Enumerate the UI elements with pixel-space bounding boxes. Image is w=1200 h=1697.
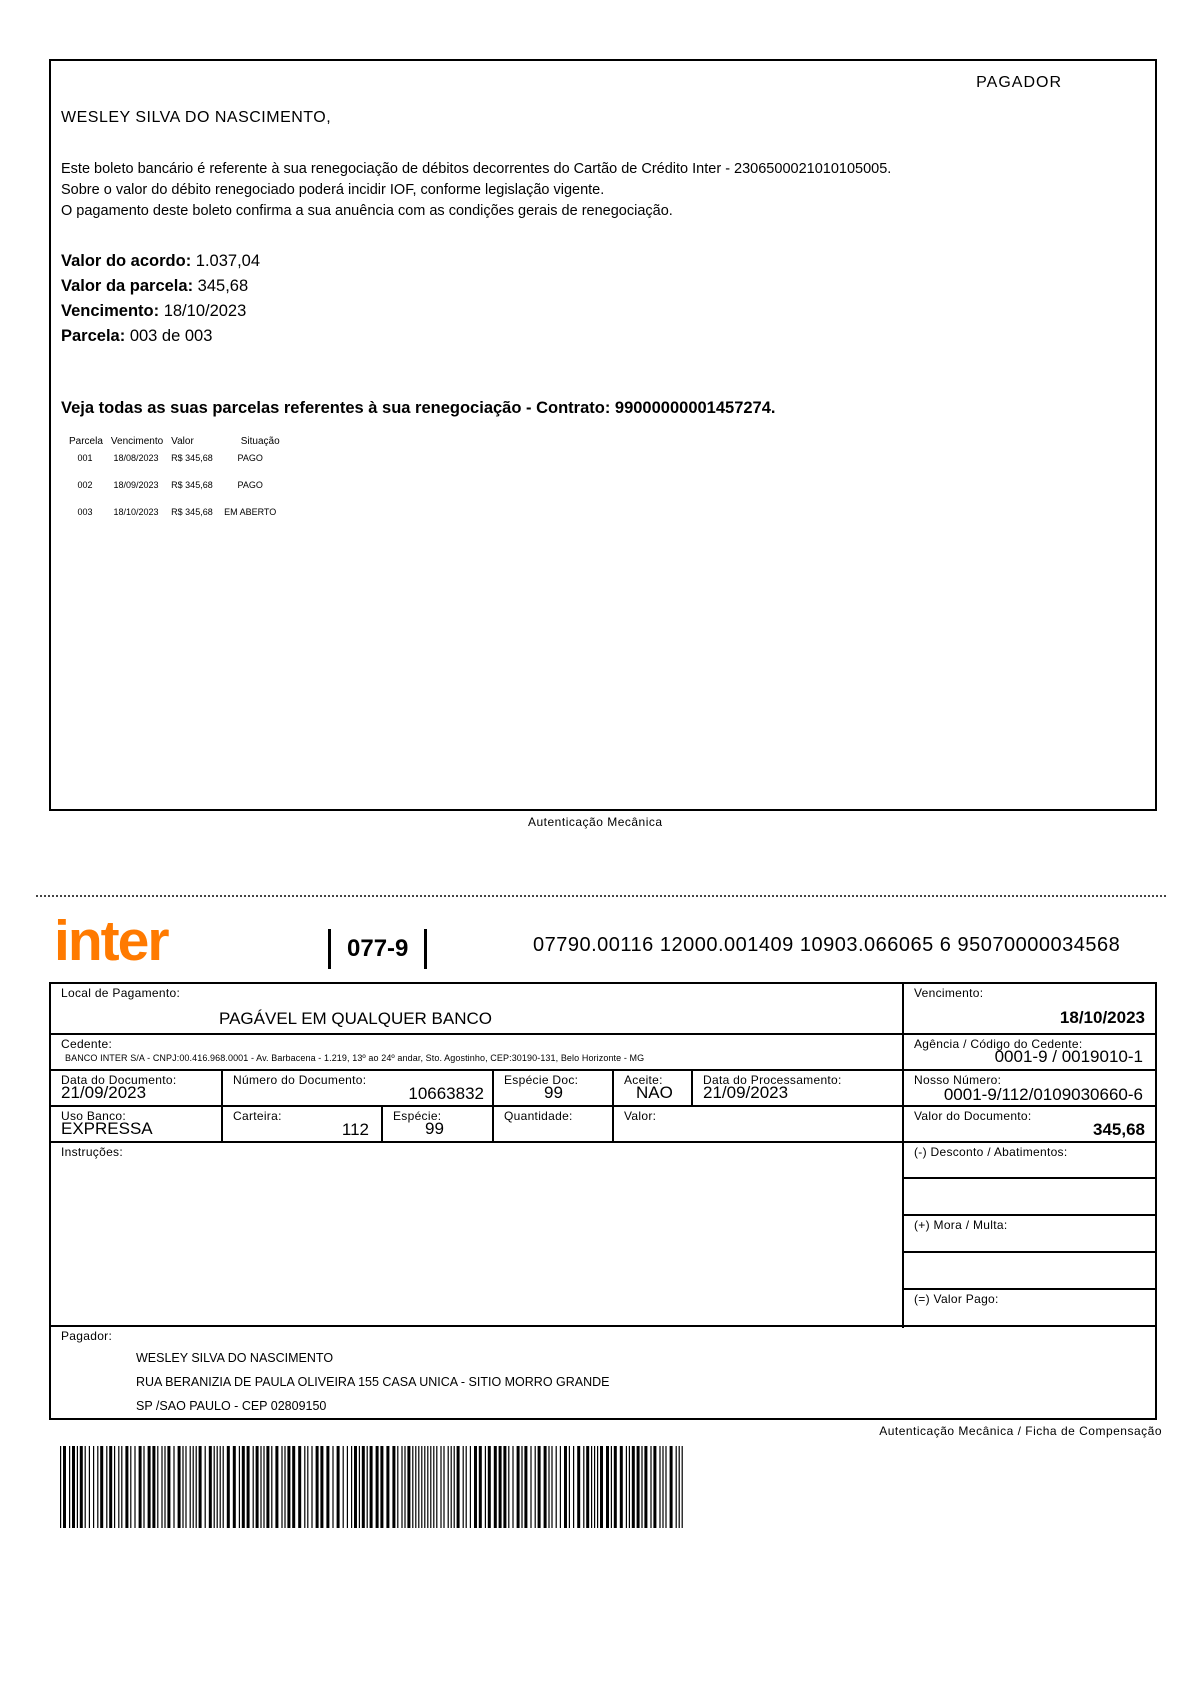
bank-code: 077-9 bbox=[328, 929, 427, 969]
agreement-details bbox=[61, 249, 260, 349]
table-row bbox=[69, 506, 288, 533]
local-pagamento-label: Local de Pagamento: bbox=[61, 986, 181, 1000]
mora-cell bbox=[904, 1216, 1155, 1250]
table-header: Situação bbox=[240, 436, 280, 447]
carteira: 112 bbox=[341, 1120, 369, 1139]
vencimento-label: Vencimento: bbox=[61, 302, 160, 320]
aceite-cell bbox=[614, 1071, 691, 1105]
numero-documento: 10663832 bbox=[408, 1084, 484, 1103]
table-cell: 001 bbox=[77, 453, 93, 463]
mora-label: (+) Mora / Multa: bbox=[914, 1218, 1008, 1232]
pagador-label: Pagador: bbox=[61, 1329, 113, 1343]
table-header: Parcela bbox=[69, 436, 103, 447]
valor-pago-cell bbox=[904, 1290, 1155, 1324]
data-documento-label: Data do Documento: bbox=[61, 1073, 177, 1087]
table-row bbox=[69, 479, 288, 506]
desconto-cell bbox=[904, 1143, 1155, 1177]
valor-documento-cell bbox=[904, 1107, 1155, 1141]
valor-label: Valor: bbox=[624, 1109, 657, 1123]
cedente-cell bbox=[51, 1035, 902, 1069]
especie: 99 bbox=[425, 1119, 444, 1138]
local-pagamento: PAGÁVEL EM QUALQUER BANCO bbox=[219, 1009, 493, 1028]
data-processamento-label: Data do Processamento: bbox=[703, 1073, 842, 1087]
description-line: Este boleto bancário é referente à sua renegociação de débitos decorrentes do Cartão de Crédito Inter - 2306500021010105005. bbox=[61, 161, 892, 177]
table-cell: 18/08/2023 bbox=[113, 453, 159, 463]
carteira-label: Carteira: bbox=[233, 1109, 282, 1123]
especie-doc: 99 bbox=[544, 1083, 563, 1102]
description-line: Sobre o valor do débito renegociado poderá incidir IOF, conforme legislação vigente. bbox=[61, 182, 605, 198]
numero-documento-cell bbox=[223, 1071, 492, 1105]
pagador-nome: WESLEY SILVA DO NASCIMENTO bbox=[136, 1351, 334, 1365]
uso-banco-cell bbox=[51, 1107, 221, 1141]
pagador-endereco: RUA BERANIZIA DE PAULA OLIVEIRA 155 CASA UNICA - SITIO MORRO GRANDE bbox=[136, 1375, 610, 1389]
data-documento-cell bbox=[51, 1071, 221, 1105]
table-header: Valor bbox=[171, 436, 194, 447]
table-cell: 003 bbox=[77, 507, 93, 517]
table-cell: 18/10/2023 bbox=[113, 507, 159, 517]
valor-pago-label: (=) Valor Pago: bbox=[914, 1292, 999, 1306]
mechanical-authentication-compensation-label: Autenticação Mecânica / Ficha de Compensação bbox=[879, 1424, 1162, 1438]
barcode-image bbox=[60, 1446, 688, 1528]
contract-title: Veja todas as suas parcelas referentes à sua renegociação - Contrato: 99000000001457274. bbox=[61, 399, 776, 417]
table-cell: PAGO bbox=[237, 480, 263, 490]
valor-parcela: 345,68 bbox=[197, 277, 249, 295]
table-cell: R$ 345,68 bbox=[171, 507, 213, 517]
uso-banco-label: Uso Banco: bbox=[61, 1109, 127, 1123]
agencia: 0001-9 / 0019010-1 bbox=[994, 1047, 1143, 1066]
local-pagamento-cell bbox=[51, 984, 902, 1033]
parcela-label: Parcela: bbox=[61, 327, 126, 345]
renegotiation-summary-box bbox=[49, 59, 1157, 811]
especie-doc-cell bbox=[494, 1071, 612, 1105]
digitable-line: 07790.00116 12000.001409 10903.066065 6 95070000034568 bbox=[533, 934, 1121, 956]
aceite-label: Aceite: bbox=[624, 1073, 663, 1087]
table-row bbox=[69, 452, 288, 479]
vencimento-cell bbox=[904, 984, 1155, 1033]
table-cell: EM ABERTO bbox=[224, 507, 277, 517]
greeting: WESLEY SILVA DO NASCIMENTO, bbox=[61, 109, 332, 126]
parcela: 003 de 003 bbox=[129, 327, 213, 345]
data-documento: 21/09/2023 bbox=[61, 1083, 147, 1102]
data-processamento: 21/09/2023 bbox=[703, 1083, 789, 1102]
mechanical-authentication-label: Autenticação Mecânica bbox=[528, 815, 663, 829]
quantidade-label: Quantidade: bbox=[504, 1109, 573, 1123]
valor-acordo-label: Valor do acordo: bbox=[61, 252, 192, 270]
cedente-label: Cedente: bbox=[61, 1037, 113, 1051]
agencia-cell bbox=[904, 1035, 1155, 1069]
cedente: BANCO INTER S/A - CNPJ:00.416.968.0001 - Av. Barbacena - 1.219, 13º ao 24º andar, Sto. Agostinho, CEP:30190-131, Belo Horizonte - MG bbox=[65, 1053, 645, 1063]
pagador-cidade: SP /SAO PAULO - CEP 02809150 bbox=[136, 1399, 327, 1413]
description-line: O pagamento deste boleto confirma a sua anuência com as condições gerais de renegociação. bbox=[61, 203, 673, 219]
nosso-numero: 0001-9/112/0109030660-6 bbox=[943, 1085, 1143, 1104]
table-cell: 18/09/2023 bbox=[113, 480, 159, 490]
especie-label: Espécie: bbox=[393, 1109, 442, 1123]
table-cell: 002 bbox=[77, 480, 93, 490]
cut-line bbox=[36, 895, 1166, 897]
numero-documento-label: Número do Documento: bbox=[233, 1073, 367, 1087]
especie-doc-label: Espécie Doc: bbox=[504, 1073, 579, 1087]
inter-logo: inter bbox=[54, 909, 168, 973]
valor-cell bbox=[614, 1107, 902, 1141]
vencimento: 18/10/2023 bbox=[163, 302, 247, 320]
instrucoes-label: Instruções: bbox=[61, 1145, 123, 1159]
data-processamento-cell bbox=[693, 1071, 902, 1105]
uso-banco: EXPRESSA bbox=[61, 1119, 153, 1138]
valor-acordo: 1.037,04 bbox=[195, 252, 261, 270]
desconto-label: (-) Desconto / Abatimentos: bbox=[914, 1145, 1068, 1159]
pagador-cell bbox=[51, 1327, 1155, 1419]
agencia-label: Agência / Código do Cedente: bbox=[914, 1037, 1083, 1051]
aceite: NAO bbox=[636, 1083, 673, 1102]
installments-table bbox=[69, 436, 288, 533]
pagador-label: PAGADOR bbox=[976, 74, 1062, 91]
table-cell: R$ 345,68 bbox=[171, 480, 213, 490]
valor-documento: 345,68 bbox=[1093, 1120, 1145, 1139]
carteira-cell bbox=[223, 1107, 381, 1141]
especie-cell bbox=[383, 1107, 492, 1141]
table-header: Vencimento bbox=[110, 436, 164, 447]
nosso-numero-cell bbox=[904, 1071, 1155, 1105]
description bbox=[61, 159, 891, 222]
table-cell: R$ 345,68 bbox=[171, 453, 213, 463]
valor-documento-label: Valor do Documento: bbox=[914, 1109, 1032, 1123]
instrucoes-cell bbox=[51, 1143, 902, 1328]
quantidade-cell bbox=[494, 1107, 612, 1141]
nosso-numero-label: Nosso Número: bbox=[914, 1073, 1002, 1087]
table-cell: PAGO bbox=[237, 453, 263, 463]
payment-slip bbox=[49, 982, 1157, 1420]
valor-parcela-label: Valor da parcela: bbox=[61, 277, 194, 295]
vencimento: 18/10/2023 bbox=[1059, 1008, 1145, 1027]
vencimento-label: Vencimento: bbox=[914, 986, 984, 1000]
